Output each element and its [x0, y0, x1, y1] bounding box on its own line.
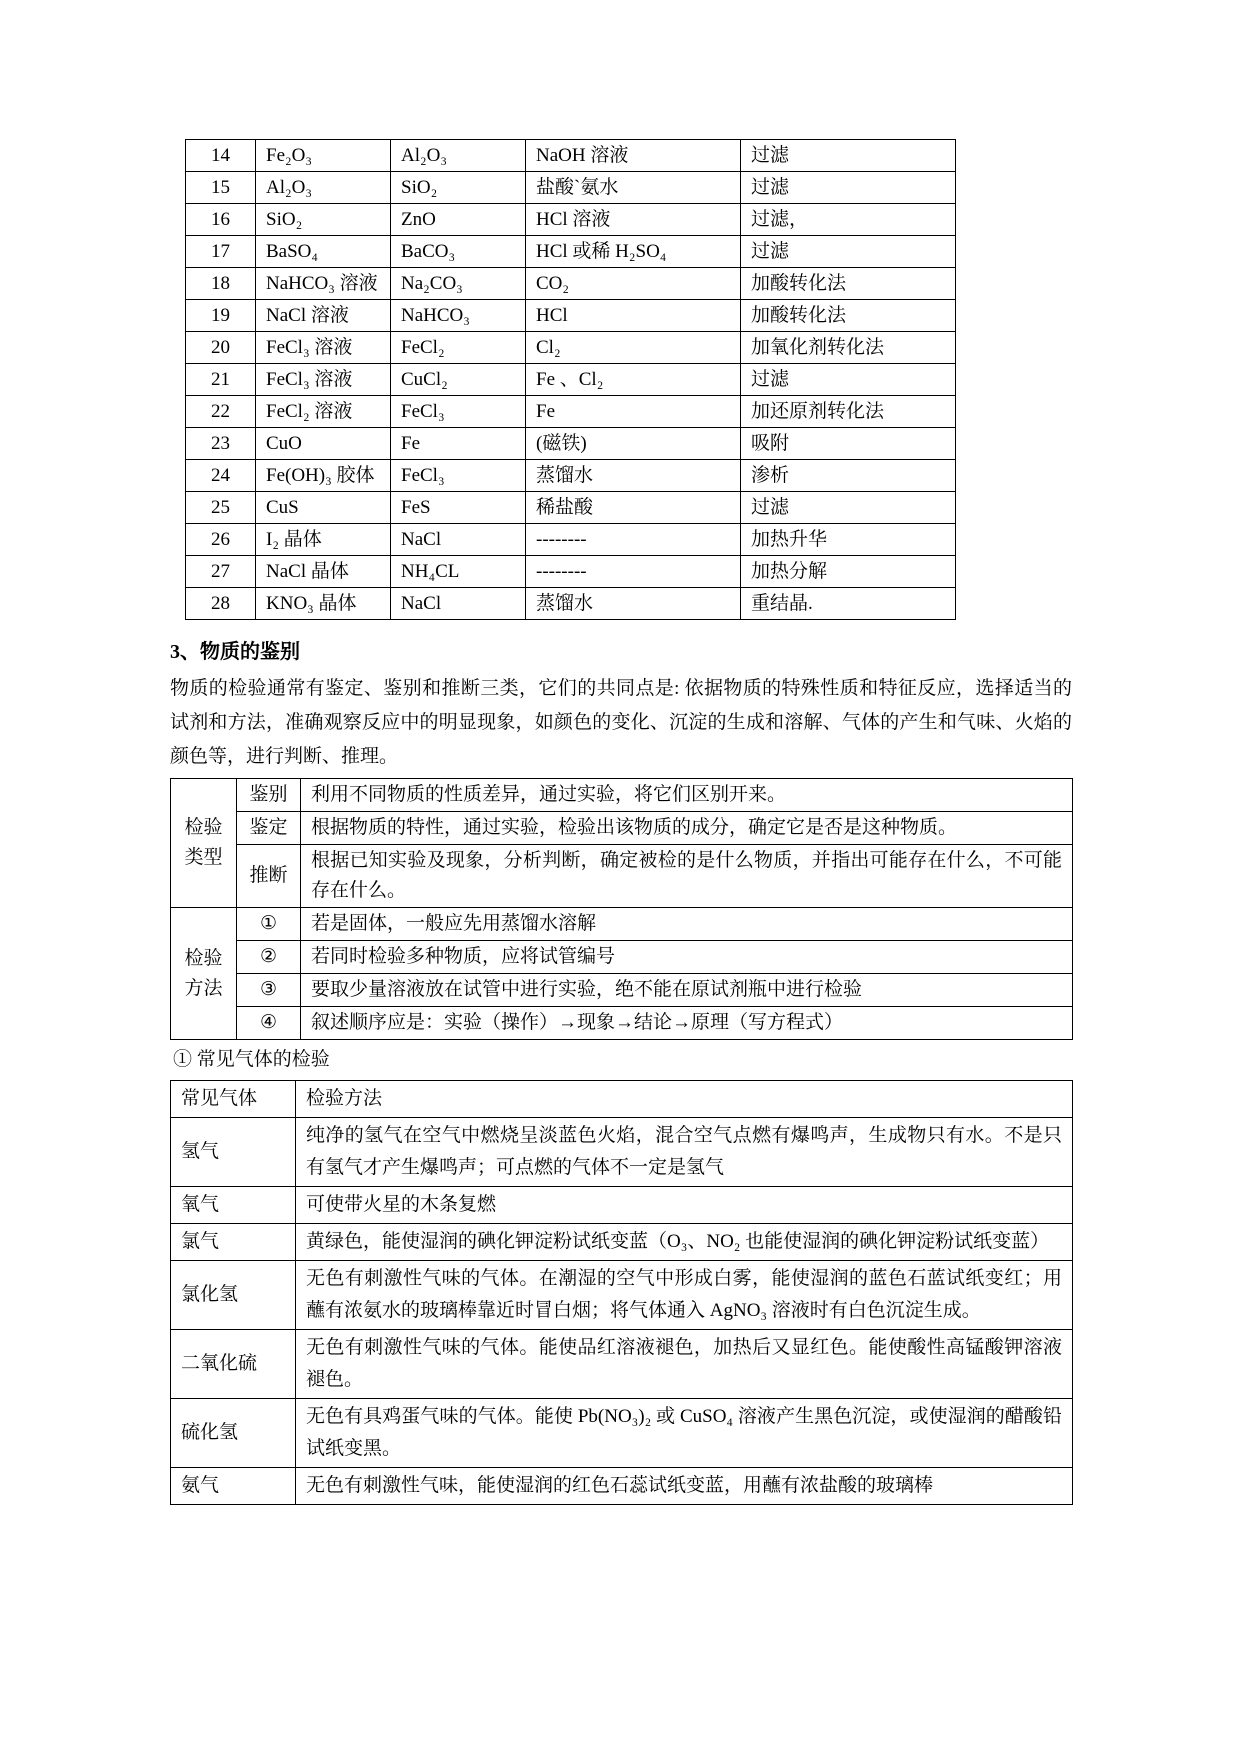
table-row — [186, 332, 956, 364]
table-row — [186, 428, 956, 460]
cell-reagent: CO₂ — [526, 268, 741, 300]
cell-substance: CuO — [256, 428, 391, 460]
cell-method: 加氧化剂转化法 — [741, 332, 956, 364]
cell-impurity: Fe — [391, 428, 526, 460]
cell-gas: 氢气 — [171, 1118, 296, 1187]
table-row — [171, 1330, 1073, 1399]
table-row — [171, 941, 1073, 974]
table-row — [186, 492, 956, 524]
table-row — [186, 396, 956, 428]
cell-gas: 氧气 — [171, 1187, 296, 1224]
cell-key: ① — [237, 908, 301, 941]
cell-method: 无色有具鸡蛋气味的气体。能使 Pb(NO₃)₂ 或 CuSO₄ 溶液产生黑色沉淀，或使湿润的醋酸铅试纸变黑。 — [296, 1399, 1073, 1468]
cell-no: 26 — [186, 524, 256, 556]
cell-no: 24 — [186, 460, 256, 492]
cell-key: 鉴别 — [237, 779, 301, 812]
cell-substance: NaHCO₃ 溶液 — [256, 268, 391, 300]
cell-method: 渗析 — [741, 460, 956, 492]
cell-method: 过滤 — [741, 364, 956, 396]
table-row — [171, 779, 1073, 812]
cell-reagent: Fe — [526, 396, 741, 428]
table-row — [186, 172, 956, 204]
cell-reagent: 盐酸`氨水 — [526, 172, 741, 204]
table-row — [171, 1187, 1073, 1224]
table-header-row — [171, 1081, 1073, 1118]
cell-key: ④ — [237, 1007, 301, 1040]
cell-method: 无色有刺激性气味的气体。在潮湿的空气中形成白雾，能使湿润的蓝色石蓝试纸变红；用蘸有浓氨水的玻璃棒靠近时冒白烟；将气体通入 AgNO₃ 溶液时有白色沉淀生成。 — [296, 1261, 1073, 1330]
table-row — [186, 556, 956, 588]
cell-no: 28 — [186, 588, 256, 620]
table-row — [171, 1224, 1073, 1261]
cell-method: 过滤 — [741, 236, 956, 268]
cell-reagent: 稀盐酸 — [526, 492, 741, 524]
cell-impurity: Na₂CO₃ — [391, 268, 526, 300]
header-gas: 常见气体 — [171, 1081, 296, 1118]
table-row — [186, 268, 956, 300]
cell-key: ③ — [237, 974, 301, 1007]
cell-description: 叙述顺序应是：实验（操作）→现象→结论→原理（写方程式） — [301, 1007, 1073, 1040]
cell-impurity: FeCl₃ — [391, 460, 526, 492]
cell-no: 27 — [186, 556, 256, 588]
cell-reagent: Cl₂ — [526, 332, 741, 364]
cell-reagent: HCl — [526, 300, 741, 332]
cell-substance: FeCl₃ 溶液 — [256, 332, 391, 364]
cell-reagent: 蒸馏水 — [526, 588, 741, 620]
cell-impurity: FeS — [391, 492, 526, 524]
cell-method: 过滤， — [741, 204, 956, 236]
cell-substance: Fe₂O₃ — [256, 140, 391, 172]
table-row — [171, 1261, 1073, 1330]
cell-impurity: FeCl₂ — [391, 332, 526, 364]
cell-substance: Fe(OH)₃ 胶体 — [256, 460, 391, 492]
cell-gas: 二氧化硫 — [171, 1330, 296, 1399]
cell-impurity: FeCl₃ — [391, 396, 526, 428]
cell-group-label-types: 检验类型 — [171, 779, 237, 908]
table-row — [171, 1399, 1073, 1468]
cell-reagent: 蒸馏水 — [526, 460, 741, 492]
cell-method: 过滤 — [741, 140, 956, 172]
cell-gas: 硫化氢 — [171, 1399, 296, 1468]
cell-key: 鉴定 — [237, 812, 301, 845]
cell-method: 重结晶. — [741, 588, 956, 620]
cell-method: 加还原剂转化法 — [741, 396, 956, 428]
cell-gas: 氯气 — [171, 1224, 296, 1261]
cell-key: 推断 — [237, 845, 301, 908]
cell-substance: KNO₃ 晶体 — [256, 588, 391, 620]
table-row — [171, 812, 1073, 845]
table-row — [186, 364, 956, 396]
purification-methods-table — [185, 139, 956, 620]
cell-no: 17 — [186, 236, 256, 268]
cell-no: 19 — [186, 300, 256, 332]
cell-method: 加热升华 — [741, 524, 956, 556]
cell-description: 若同时检验多种物质，应将试管编号 — [301, 941, 1073, 974]
cell-reagent: Fe 、Cl₂ — [526, 364, 741, 396]
cell-description: 若是固体，一般应先用蒸馏水溶解 — [301, 908, 1073, 941]
cell-method: 纯净的氢气在空气中燃烧呈淡蓝色火焰，混合空气点燃有爆鸣声，生成物只有水。不是只有氢气才产生爆鸣声；可点燃的气体不一定是氢气 — [296, 1118, 1073, 1187]
cell-method: 吸附 — [741, 428, 956, 460]
gas-section-heading: ① 常见气体的检验 — [173, 1049, 330, 1070]
table-row — [186, 300, 956, 332]
cell-impurity: NaHCO₃ — [391, 300, 526, 332]
table-row — [171, 908, 1073, 941]
cell-substance: FeCl₃ 溶液 — [256, 364, 391, 396]
table-row — [186, 236, 956, 268]
cell-impurity: NH₄CL — [391, 556, 526, 588]
cell-no: 25 — [186, 492, 256, 524]
cell-description: 利用不同物质的性质差异，通过实验，将它们区别开来。 — [301, 779, 1073, 812]
cell-description: 根据已知实验及现象，分析判断，确定被检的是什么物质，并指出可能存在什么，不可能存在什么。 — [301, 845, 1073, 908]
cell-gas: 氯化氢 — [171, 1261, 296, 1330]
cell-method: 黄绿色，能使湿润的碘化钾淀粉试纸变蓝（O₃、NO₂ 也能使湿润的碘化钾淀粉试纸变蓝） — [296, 1224, 1073, 1261]
cell-impurity: ZnO — [391, 204, 526, 236]
cell-substance: CuS — [256, 492, 391, 524]
cell-substance: Al₂O₃ — [256, 172, 391, 204]
intro-paragraph: 物质的检验通常有鉴定、鉴别和推断三类，它们的共同点是: 依据物质的特殊性质和特征反应，选择适当的试剂和方法，准确观察反应中的明显现象，如颜色的变化、沉淀的生成和溶解、气体的产生和气味、火焰的颜色等，进行判断、推理。 — [170, 678, 1072, 767]
cell-substance: NaCl 晶体 — [256, 556, 391, 588]
cell-substance: SiO₂ — [256, 204, 391, 236]
cell-reagent: HCl 或稀 H₂SO₄ — [526, 236, 741, 268]
table-row — [171, 974, 1073, 1007]
cell-key: ② — [237, 941, 301, 974]
table-row — [171, 1118, 1073, 1187]
cell-no: 21 — [186, 364, 256, 396]
cell-method: 加热分解 — [741, 556, 956, 588]
cell-method: 无色有刺激性气味的气体。能使品红溶液褪色，加热后又显红色。能使酸性高锰酸钾溶液褪色。 — [296, 1330, 1073, 1399]
gas-detection-table — [170, 1080, 1073, 1505]
table-row — [186, 588, 956, 620]
cell-method: 可使带火星的木条复燃 — [296, 1187, 1073, 1224]
cell-no: 22 — [186, 396, 256, 428]
cell-method: 加酸转化法 — [741, 268, 956, 300]
cell-method: 无色有刺激性气味，能使湿润的红色石蕊试纸变蓝，用蘸有浓盐酸的玻璃棒 — [296, 1468, 1073, 1505]
cell-impurity: BaCO₃ — [391, 236, 526, 268]
table-row — [186, 524, 956, 556]
cell-impurity: SiO₂ — [391, 172, 526, 204]
table-row — [186, 204, 956, 236]
cell-reagent: NaOH 溶液 — [526, 140, 741, 172]
cell-no: 15 — [186, 172, 256, 204]
cell-description: 要取少量溶液放在试管中进行实验，绝不能在原试剂瓶中进行检验 — [301, 974, 1073, 1007]
cell-method: 过滤 — [741, 492, 956, 524]
cell-impurity: NaCl — [391, 588, 526, 620]
cell-reagent: (磁铁) — [526, 428, 741, 460]
cell-no: 16 — [186, 204, 256, 236]
section-title: 3、物质的鉴别 — [170, 641, 300, 663]
cell-method: 过滤 — [741, 172, 956, 204]
table-row — [186, 140, 956, 172]
identification-types-table — [170, 778, 1073, 1040]
cell-description: 根据物质的特性，通过实验，检验出该物质的成分，确定它是否是这种物质。 — [301, 812, 1073, 845]
cell-reagent: HCl 溶液 — [526, 204, 741, 236]
cell-substance: FeCl₂ 溶液 — [256, 396, 391, 428]
cell-gas: 氨气 — [171, 1468, 296, 1505]
cell-method: 加酸转化法 — [741, 300, 956, 332]
cell-substance: NaCl 溶液 — [256, 300, 391, 332]
header-method: 检验方法 — [296, 1081, 1073, 1118]
table-row — [171, 845, 1073, 908]
cell-substance: BaSO₄ — [256, 236, 391, 268]
cell-impurity: Al₂O₃ — [391, 140, 526, 172]
table-row — [171, 1468, 1073, 1505]
cell-impurity: NaCl — [391, 524, 526, 556]
table-row — [186, 460, 956, 492]
cell-no: 23 — [186, 428, 256, 460]
table-row — [171, 1007, 1073, 1040]
cell-substance: I₂ 晶体 — [256, 524, 391, 556]
cell-group-label-methods: 检验方法 — [171, 908, 237, 1040]
cell-no: 20 — [186, 332, 256, 364]
cell-reagent: -------- — [526, 524, 741, 556]
cell-impurity: CuCl₂ — [391, 364, 526, 396]
cell-reagent: -------- — [526, 556, 741, 588]
cell-no: 14 — [186, 140, 256, 172]
cell-no: 18 — [186, 268, 256, 300]
